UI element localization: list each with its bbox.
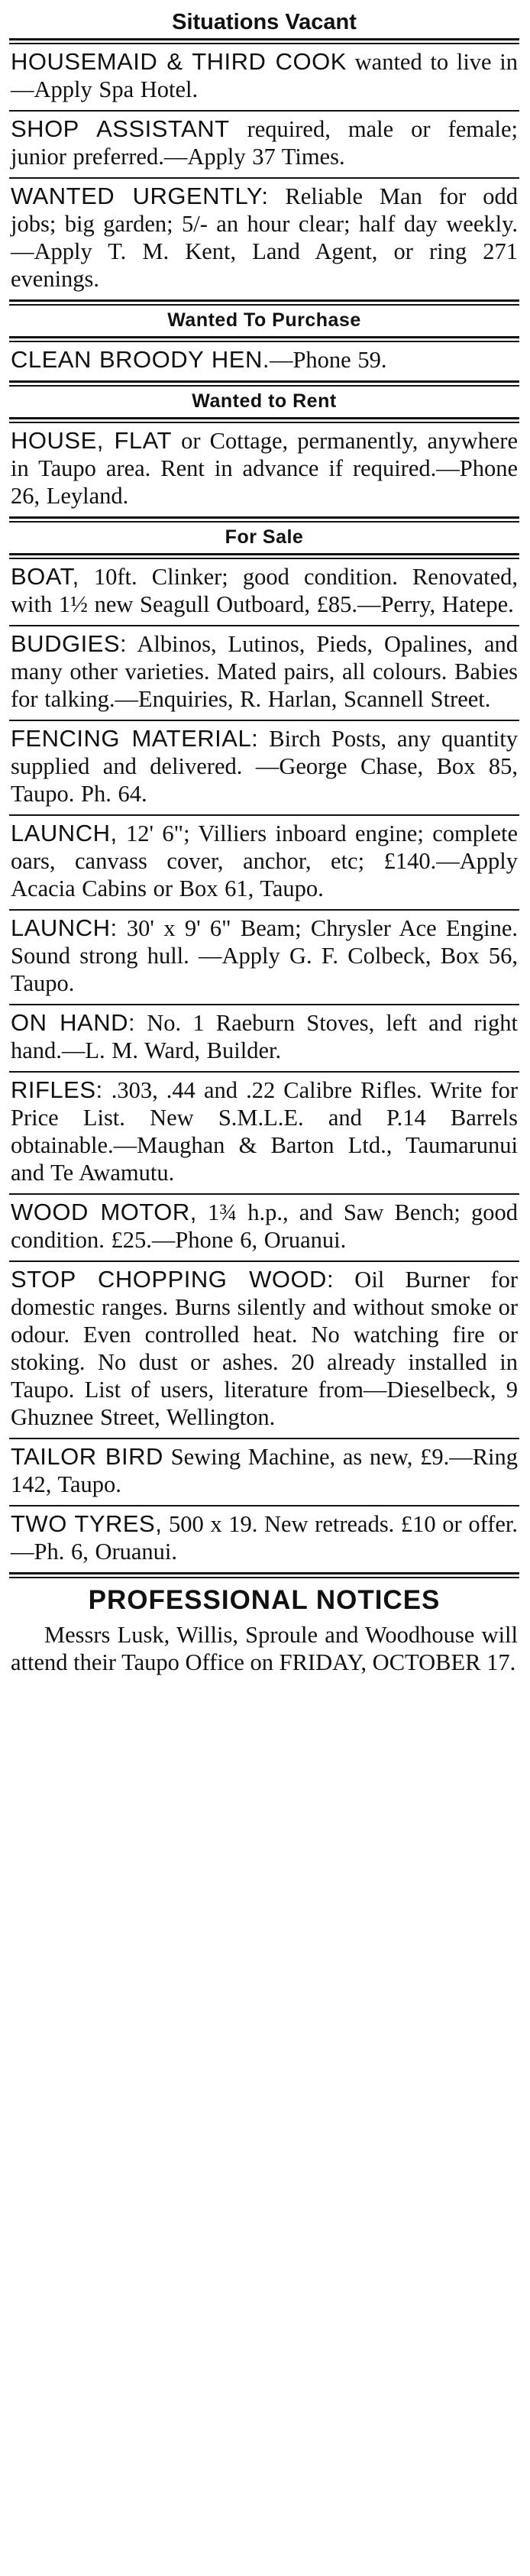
ad-lead: STOP CHOPPING WOOD: <box>11 1266 334 1293</box>
ad-body: 1¾ h.p., and Saw Bench; good condition. £25.—Phone 6, Oruanui. <box>11 1199 518 1253</box>
ad-body: 30' x 9' 6" Beam; Chrysler Ace Engine. Sound strong hull. —Apply G. F. Colbeck, Box 56, Taupo. <box>11 915 518 996</box>
section-rule <box>9 516 519 523</box>
section-heading-situations-vacant: Situations Vacant <box>172 10 357 34</box>
section-heading-for-sale: For Sale <box>225 526 304 548</box>
ad-body: 500 x 19. New retreads. £10 or offer.—Ph. 6, Oruanui. <box>11 1511 518 1565</box>
ad-lead: LAUNCH, <box>11 820 118 846</box>
ad-wanted-urgently <box>9 179 519 299</box>
ad-body: wanted to live in—Apply Spa Hotel. <box>11 49 518 102</box>
ad-tailor-bird <box>9 1439 519 1505</box>
ad-body: Oil Burner for domestic ranges. Burns silently and without smoke or odour. Even controlled heat. No watching fire or stoking. No dust or ashes. 20 already installed in Taupo. List of users, literature from—Dieselbeck, 9 Ghuznee Street, Wellington. <box>11 1267 518 1430</box>
section-rule <box>9 1572 519 1578</box>
ad-body: —Phone 59. <box>269 347 387 373</box>
ad-rifles <box>9 1073 519 1193</box>
ad-house-flat <box>9 423 519 516</box>
section-rule <box>9 380 519 387</box>
ad-body: 12' 6"; Villiers inboard engine; complete oars, canvass cover, anchor, etc; £140.—Apply Acacia Cabins or Box 61, Taupo. <box>11 820 518 901</box>
ad-body: Birch Posts, any quantity supplied and delivered. —George Chase, Box 85, Taupo. Ph. 64. <box>11 726 518 807</box>
ad-body: required, male or female; junior preferred.—Apply 37 Times. <box>11 116 519 170</box>
ad-lead: ON HAND: <box>11 1009 136 1036</box>
ad-broody-hen <box>9 342 519 380</box>
section-rule <box>9 299 519 306</box>
ad-body: No. 1 Raeburn Stoves, left and right hand.—L. M. Ward, Builder. <box>11 1010 518 1063</box>
ad-body: Sewing Machine, as new, £9.—Ring 142, Taupo. <box>11 1444 519 1497</box>
ad-lead: BOAT, <box>11 563 79 590</box>
ad-lead: BUDGIES: <box>11 630 128 657</box>
ad-lead: WOOD MOTOR, <box>11 1199 197 1225</box>
ad-body: Albinos, Lutinos, Pieds, Opalines, and many other varieties. Mated pairs, all colours. Babies for talking.—Enquiries, R. Harlan, Scannell Street. <box>11 631 518 712</box>
ad-lead: SHOP ASSISTANT <box>11 115 230 142</box>
section-rule <box>9 553 519 559</box>
ad-lead: HOUSEMAID & THIRD COOK <box>11 48 347 75</box>
ad-wood-motor <box>9 1195 519 1260</box>
ad-lead: CLEAN BROODY HEN. <box>11 346 270 373</box>
section-rule <box>9 417 519 423</box>
section-heading-wanted-to-purchase: Wanted To Purchase <box>167 309 361 331</box>
ad-lead: RIFLES: <box>11 1076 103 1103</box>
section-rule <box>9 38 519 44</box>
ad-budgies <box>9 626 519 720</box>
ad-fencing-material <box>9 721 519 814</box>
section-rule <box>9 336 519 342</box>
ad-body: .303, .44 and .22 Calibre Rifles. Write for Price List. New S.M.L.E. and P.14 Barrels obtainable.—Maughan & Barton Ltd., Taumarunui and Te Awamutu. <box>11 1077 518 1186</box>
ad-body: 10ft. Clinker; good condition. Renovated, with 1½ new Seagull Outboard, £85.—Perry, Hatepe. <box>11 564 518 617</box>
ad-lead: HOUSE, FLAT <box>11 427 172 454</box>
notice-lusk-willis: Messrs Lusk, Willis, Sproule and Woodhouse will attend their Taupo Office on FRIDAY, OCTOBER 17. <box>11 1622 518 1675</box>
ad-body: Reliable Man for odd jobs; big garden; 5/- an hour clear; half day weekly.—Apply T. M. Kent, Land Agent, or ring 271 evenings. <box>11 183 518 292</box>
ad-lead: LAUNCH: <box>11 914 118 941</box>
ad-on-hand <box>9 1005 519 1071</box>
ad-stop-chopping-wood <box>9 1262 519 1438</box>
ad-housemaid <box>9 44 519 110</box>
section-heading-professional-notices: PROFESSIONAL NOTICES <box>88 1585 441 1615</box>
ad-lead: WANTED URGENTLY: <box>11 183 269 209</box>
ad-lead: FENCING MATERIAL: <box>11 725 259 752</box>
ad-lead: TWO TYRES, <box>11 1510 163 1537</box>
section-heading-wanted-to-rent: Wanted to Rent <box>192 390 337 412</box>
ad-launch-12ft <box>9 816 519 909</box>
ad-shop-assistant <box>9 112 519 177</box>
ad-two-tyres <box>9 1506 519 1572</box>
ad-boat <box>9 559 519 625</box>
ad-launch-30ft <box>9 911 519 1004</box>
ad-body: or Cottage, permanently, anywhere in Taupo area. Rent in advance if required.—Phone 26, Leyland. <box>11 428 518 509</box>
ad-lead: TAILOR BIRD <box>11 1443 163 1470</box>
